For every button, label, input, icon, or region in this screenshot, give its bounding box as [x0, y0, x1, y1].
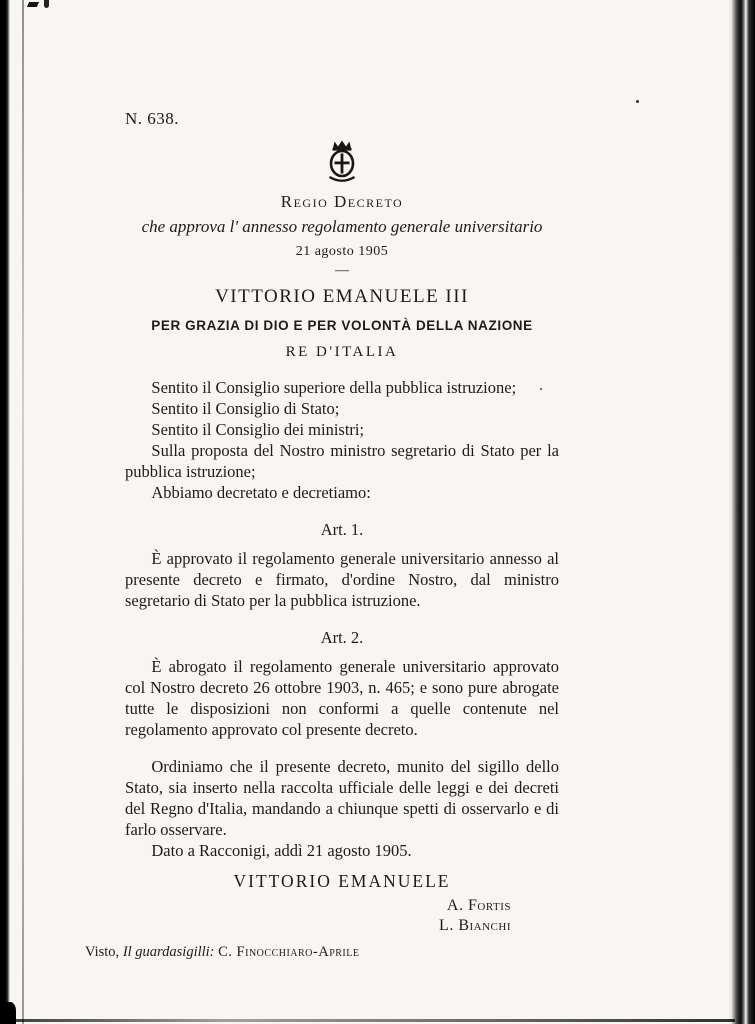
document-number: N. 638.: [125, 109, 180, 128]
preamble-line: Sentito il Consiglio superiore della pubblica istruzione;: [151, 378, 517, 397]
article-1-heading: Art. 1.: [320, 520, 364, 539]
signature-ministers: [125, 896, 559, 936]
article-1-text: È approvato il regolamento generale universitario annesso al presente decreto e firmato, d'ordine Nostro, dal ministro segretario di Stato per la pubblica istruzione.: [125, 549, 559, 610]
ordiniamo-paragraph: Ordiniamo che il presente decreto, munito del sigillo dello Stato, sia inserto nella raccolta ufficiale delle leggi e dei decreti del Regno d'Italia, mandando a chiunque spetti di osservarlo e di farlo osservare.: [125, 757, 559, 839]
preamble-section: [125, 377, 559, 503]
royal-crest-icon: [125, 139, 559, 183]
visto-prefix: Visto,: [85, 944, 120, 960]
visto-line: [85, 942, 559, 963]
king-name-heading: VITTORIO EMANUELE III: [215, 286, 469, 307]
scan-edge-right: [728, 0, 755, 1024]
article-2-heading: Art. 2.: [320, 628, 364, 647]
dato-line: Dato a Racconigi, addì 21 agosto 1905.: [151, 841, 412, 860]
visto-role: Il guardasigilli:: [122, 944, 215, 960]
scan-edge-left: [0, 0, 10, 1024]
scan-speck: [636, 100, 639, 103]
decree-document: [85, 0, 559, 963]
preamble-line: Sentito il Consiglio dei ministri;: [151, 420, 365, 439]
preamble-line: Sulla proposta del Nostro ministro segretario di Stato per la pubblica istruzione;: [125, 441, 559, 481]
decree-date: 21 agosto 1905: [295, 244, 389, 259]
signature-minister: L. Bianchi: [439, 917, 511, 934]
grace-of-god-line: PER GRAZIA DI DIO E PER VOLONTÀ DELLA NAZIONE: [151, 318, 533, 333]
section-separator: —: [335, 263, 349, 278]
signature-minister: A. Fortis: [446, 897, 511, 914]
king-of-italy-line: RE D'ITALIA: [285, 344, 399, 360]
scan-corner-mark: [27, 2, 39, 7]
decree-subtitle: che approva l' annesso regolamento generale universitario: [141, 217, 543, 236]
article-2: [125, 627, 559, 740]
scan-corner-blot: [2, 1002, 16, 1024]
article-1: [125, 519, 559, 611]
signature-king: VITTORIO EMANUELE: [233, 871, 451, 891]
closing-section: [125, 756, 559, 861]
article-2-text: È abrogato il regolamento generale universitario approvato col Nostro decreto 26 ottobre 1903, n. 465; e sono pure abrogate tutte le disposizioni non conformi a quelle contenute nel regolamento approvato col presente decreto.: [125, 657, 559, 739]
visto-name: C. Finocchiaro-Aprile: [218, 944, 360, 960]
decree-type-heading: Regio Decreto: [280, 192, 404, 211]
preamble-line: Sentito il Consiglio di Stato;: [151, 399, 340, 418]
scan-corner-mark: [44, 0, 49, 8]
scan-edge-bottom: [10, 1019, 735, 1022]
binding-gutter-line: [22, 0, 24, 1024]
preamble-line: Abbiamo decretato e decretiamo:: [151, 483, 371, 502]
